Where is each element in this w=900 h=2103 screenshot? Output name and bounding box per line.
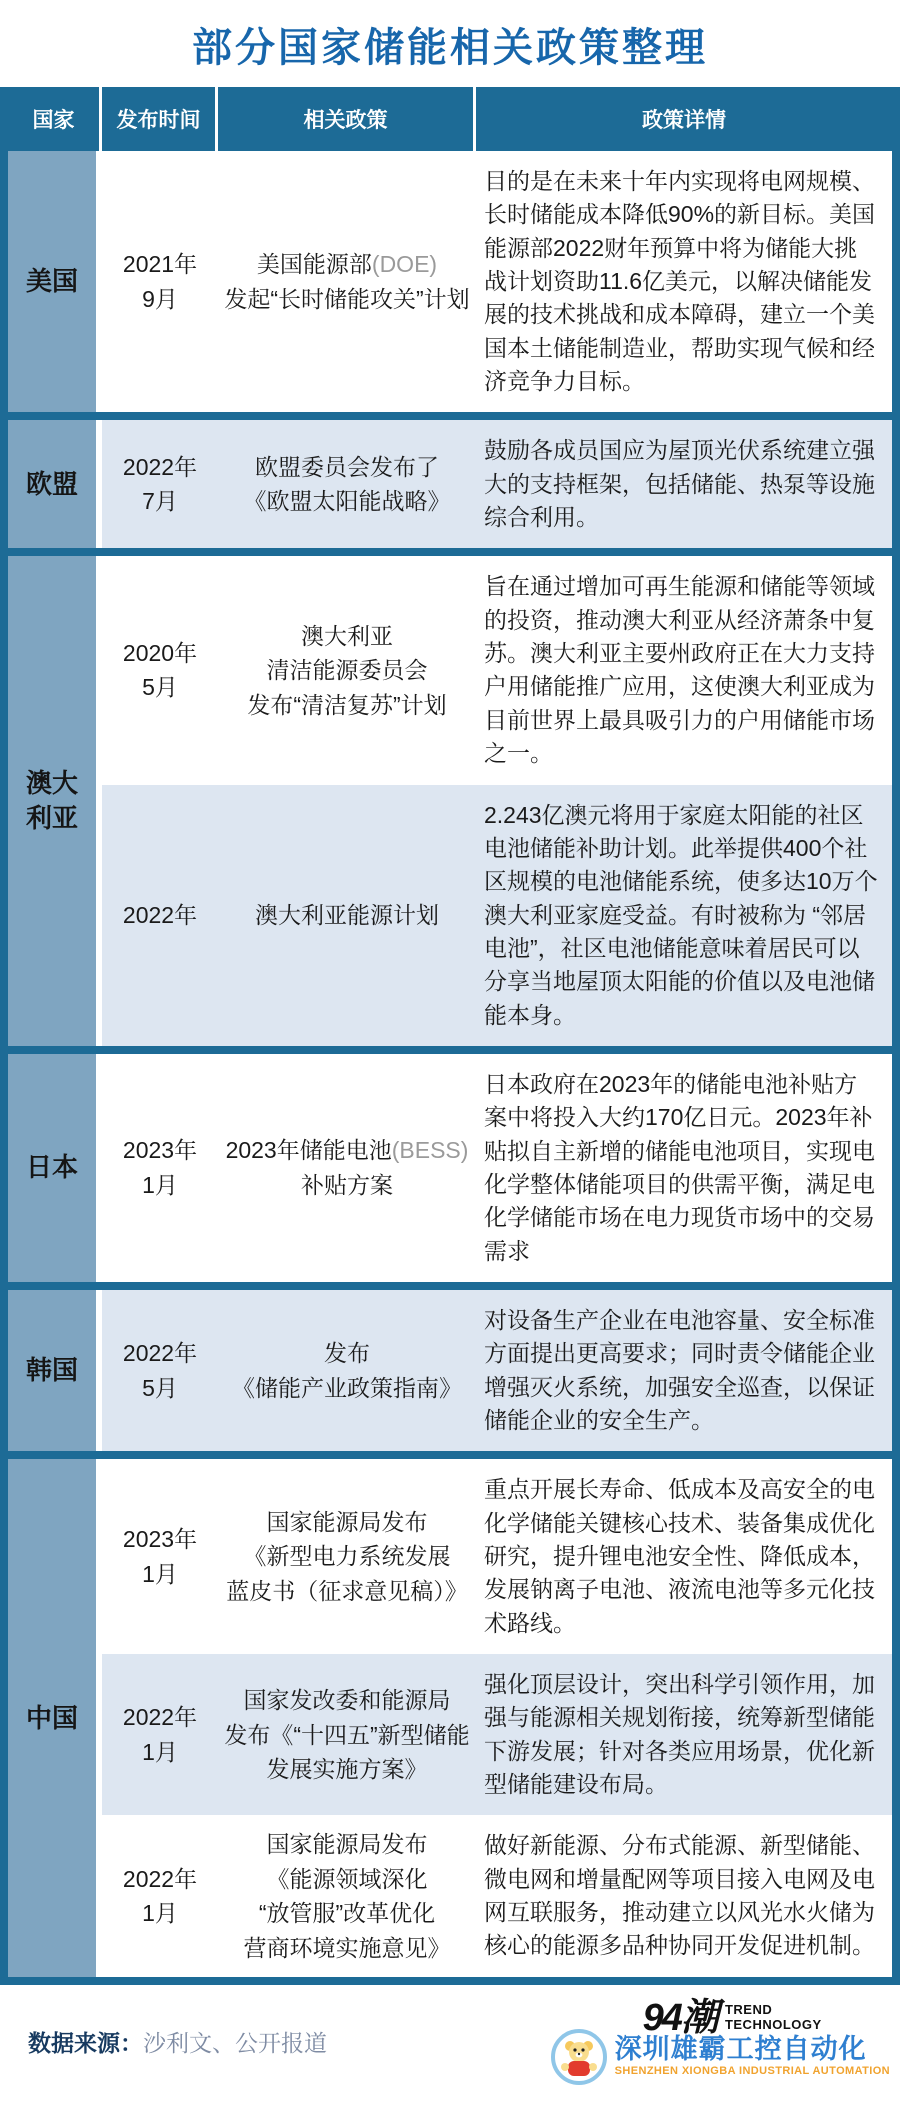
date-cell: 2022年 5月 — [122, 1340, 198, 1401]
country-group — [8, 1290, 892, 1451]
country-rows — [102, 1054, 892, 1282]
group-divider — [8, 1046, 892, 1054]
policy-row — [102, 151, 892, 412]
table-bottom-bar — [8, 1977, 892, 1985]
date-cell: 2022年 1月 — [122, 1865, 198, 1927]
policy-cell: 欧盟委员会发布了 《欧盟太阳能战略》 — [243, 453, 451, 515]
policy-cell: 国家发改委和能源局 发布《“十四五”新型储能 发展实施方案》 — [224, 1687, 470, 1782]
detail-cell: 强化顶层设计，突出科学引领作用，加强与能源相关规划衔接，统筹新型储能下游发展；针对各类应用场景，优化新型储能建设布局。 — [484, 1671, 875, 1798]
detail-cell: 旨在通过增加可再生能源和储能等领域的投资，推动澳大利亚从经济萧条中复苏。澳大利亚主要州政府正在大力支持户用储能推广应用，这使澳大利亚成为目前世界上最具吸引力的户用储能市场之一。 — [484, 573, 875, 767]
trend-brand-logo-text: 94潮 — [642, 1996, 717, 2039]
country-rows — [102, 151, 892, 412]
header-date: 发布时间 — [102, 87, 218, 151]
table-body — [8, 151, 892, 1977]
page-title: 部分国家储能相关政策整理 — [192, 26, 708, 70]
latin-abbreviation: (BESS) — [391, 1137, 469, 1164]
country-group — [8, 420, 892, 548]
policy-table — [0, 87, 900, 1985]
group-divider — [8, 1451, 892, 1459]
country-cell: 欧盟 — [8, 420, 102, 548]
date-cell: 2020年 5月 — [122, 639, 198, 701]
country-group — [8, 151, 892, 412]
policy-cell: 美国能源部(DOE) 发起“长时储能攻关”计划 — [224, 251, 470, 312]
policy-row — [102, 1459, 892, 1654]
header-detail: 政策详情 — [642, 109, 726, 132]
company-name-en: SHENZHEN XIONGBA INDUSTRIAL AUTOMATION — [614, 2065, 890, 2078]
brand-subtitle-line2: TECHNOLOGY — [724, 2016, 822, 2032]
policy-cell: 发布 《储能产业政策指南》 — [232, 1340, 462, 1401]
page-footer — [0, 1985, 900, 2103]
detail-cell: 日本政府在2023年的储能电池补贴方案中将投入大约170亿日元。2023年补贴拟自主新增的储能电池项目，实现电化学整体储能项目的供需平衡，满足电化学储能市场在电力现货市场中的交易需求 — [484, 1070, 875, 1264]
detail-cell: 做好新能源、分布式能源、新型储能、微电网和增量配网等项目接入电网及电网互联服务，推动建立以风光水火储为核心的能源多品种协同开发促进机制。 — [484, 1832, 875, 1959]
header-country: 国家 — [8, 87, 102, 151]
header-policy: 相关政策 — [218, 87, 476, 151]
country-cell: 韩国 — [8, 1290, 102, 1451]
brand-subtitle-line1: TREND — [724, 2001, 773, 2017]
group-divider — [8, 548, 892, 556]
latin-abbreviation: (DOE) — [371, 251, 438, 278]
policy-row — [102, 556, 892, 784]
country-group — [8, 556, 892, 1045]
brand-subtitle — [725, 1999, 822, 2031]
group-divider — [8, 1282, 892, 1290]
policy-row — [102, 1290, 892, 1451]
company-texts — [615, 2036, 890, 2077]
data-source-label: 数据来源： — [28, 2030, 143, 2057]
country-cell: 美国 — [8, 151, 102, 412]
country-group — [8, 1459, 892, 1976]
detail-cell: 目的是在未来十年内实现将电网规模、长时储能成本降低90%的新目标。美国能源部2022财年预算中将为储能大挑战计划资助11.6亿美元，以解决储能发展的技术挑战和成本障碍，建立一个美国本土储能制造业，帮助实现气候和经济竞争力目标。 — [484, 168, 876, 395]
detail-cell: 对设备生产企业在电池容量、安全标准方面提出更高要求；同时责令储能企业增强灭火系统，加强安全巡查，以保证储能企业的安全生产。 — [484, 1306, 875, 1433]
policy-cell: 澳大利亚能源计划 — [255, 901, 439, 928]
country-rows — [102, 1290, 892, 1451]
group-divider — [8, 412, 892, 420]
data-source — [28, 2025, 327, 2058]
date-cell: 2022年 — [122, 901, 198, 928]
company-name-cn: 深圳雄霸工控自动化 — [614, 2034, 867, 2065]
country-rows — [102, 1459, 892, 1976]
company-row — [551, 2029, 890, 2085]
table-header-row — [8, 87, 892, 151]
date-cell: 2022年 1月 — [122, 1704, 198, 1765]
policy-row — [102, 785, 892, 1046]
country-cell: 日本 — [8, 1054, 102, 1282]
policy-row — [102, 1654, 892, 1815]
country-rows — [102, 420, 892, 548]
policy-row — [102, 1054, 892, 1282]
bear-mascot-icon — [551, 2029, 607, 2085]
policy-row — [102, 420, 892, 548]
date-cell: 2023年 1月 — [122, 1137, 198, 1198]
detail-cell: 鼓励各成员国应为屋顶光伏系统建立强大的支持框架，包括储能、热泵等设施综合利用。 — [484, 437, 875, 531]
data-source-value: 沙利文、公开报道 — [143, 2030, 327, 2057]
policy-cell: 2023年储能电池(BESS) 补贴方案 — [225, 1137, 469, 1198]
policy-row — [102, 1815, 892, 1976]
date-cell: 2021年 9月 — [122, 251, 198, 312]
country-cell: 中国 — [8, 1459, 102, 1976]
policy-cell: 澳大利亚 清洁能源委员会 发布“清洁复苏”计划 — [247, 622, 447, 718]
detail-cell: 2.243亿澳元将用于家庭太阳能的社区电池储能补助计划。此举提供400个社区规模的电池储能系统，使多达10万个澳大利亚家庭受益。有时被称为 “邻居电池”，社区电池储能意味着居民可以分享当地屋顶太阳能的价值以及电池储能本身。 — [484, 801, 878, 1028]
brand-logo-block — [551, 1996, 890, 2085]
policy-cell: 国家能源局发布 《新型电力系统发展 蓝皮书（征求意见稿）》 — [226, 1508, 468, 1604]
country-group — [8, 1054, 892, 1282]
country-rows — [102, 556, 892, 1045]
detail-cell: 重点开展长寿命、低成本及高安全的电化学储能关键核心技术、装备集成优化研究，提升锂电池安全性、降低成本，发展钠离子电池、液流电池等多元化技术路线。 — [484, 1476, 875, 1636]
policy-cell: 国家能源局发布 《能源领域深化 “放管服”改革优化 营商环境实施意见》 — [243, 1831, 451, 1961]
country-cell: 澳大利亚 — [8, 556, 102, 1045]
date-cell: 2022年 7月 — [122, 453, 198, 515]
date-cell: 2023年 1月 — [122, 1526, 198, 1587]
